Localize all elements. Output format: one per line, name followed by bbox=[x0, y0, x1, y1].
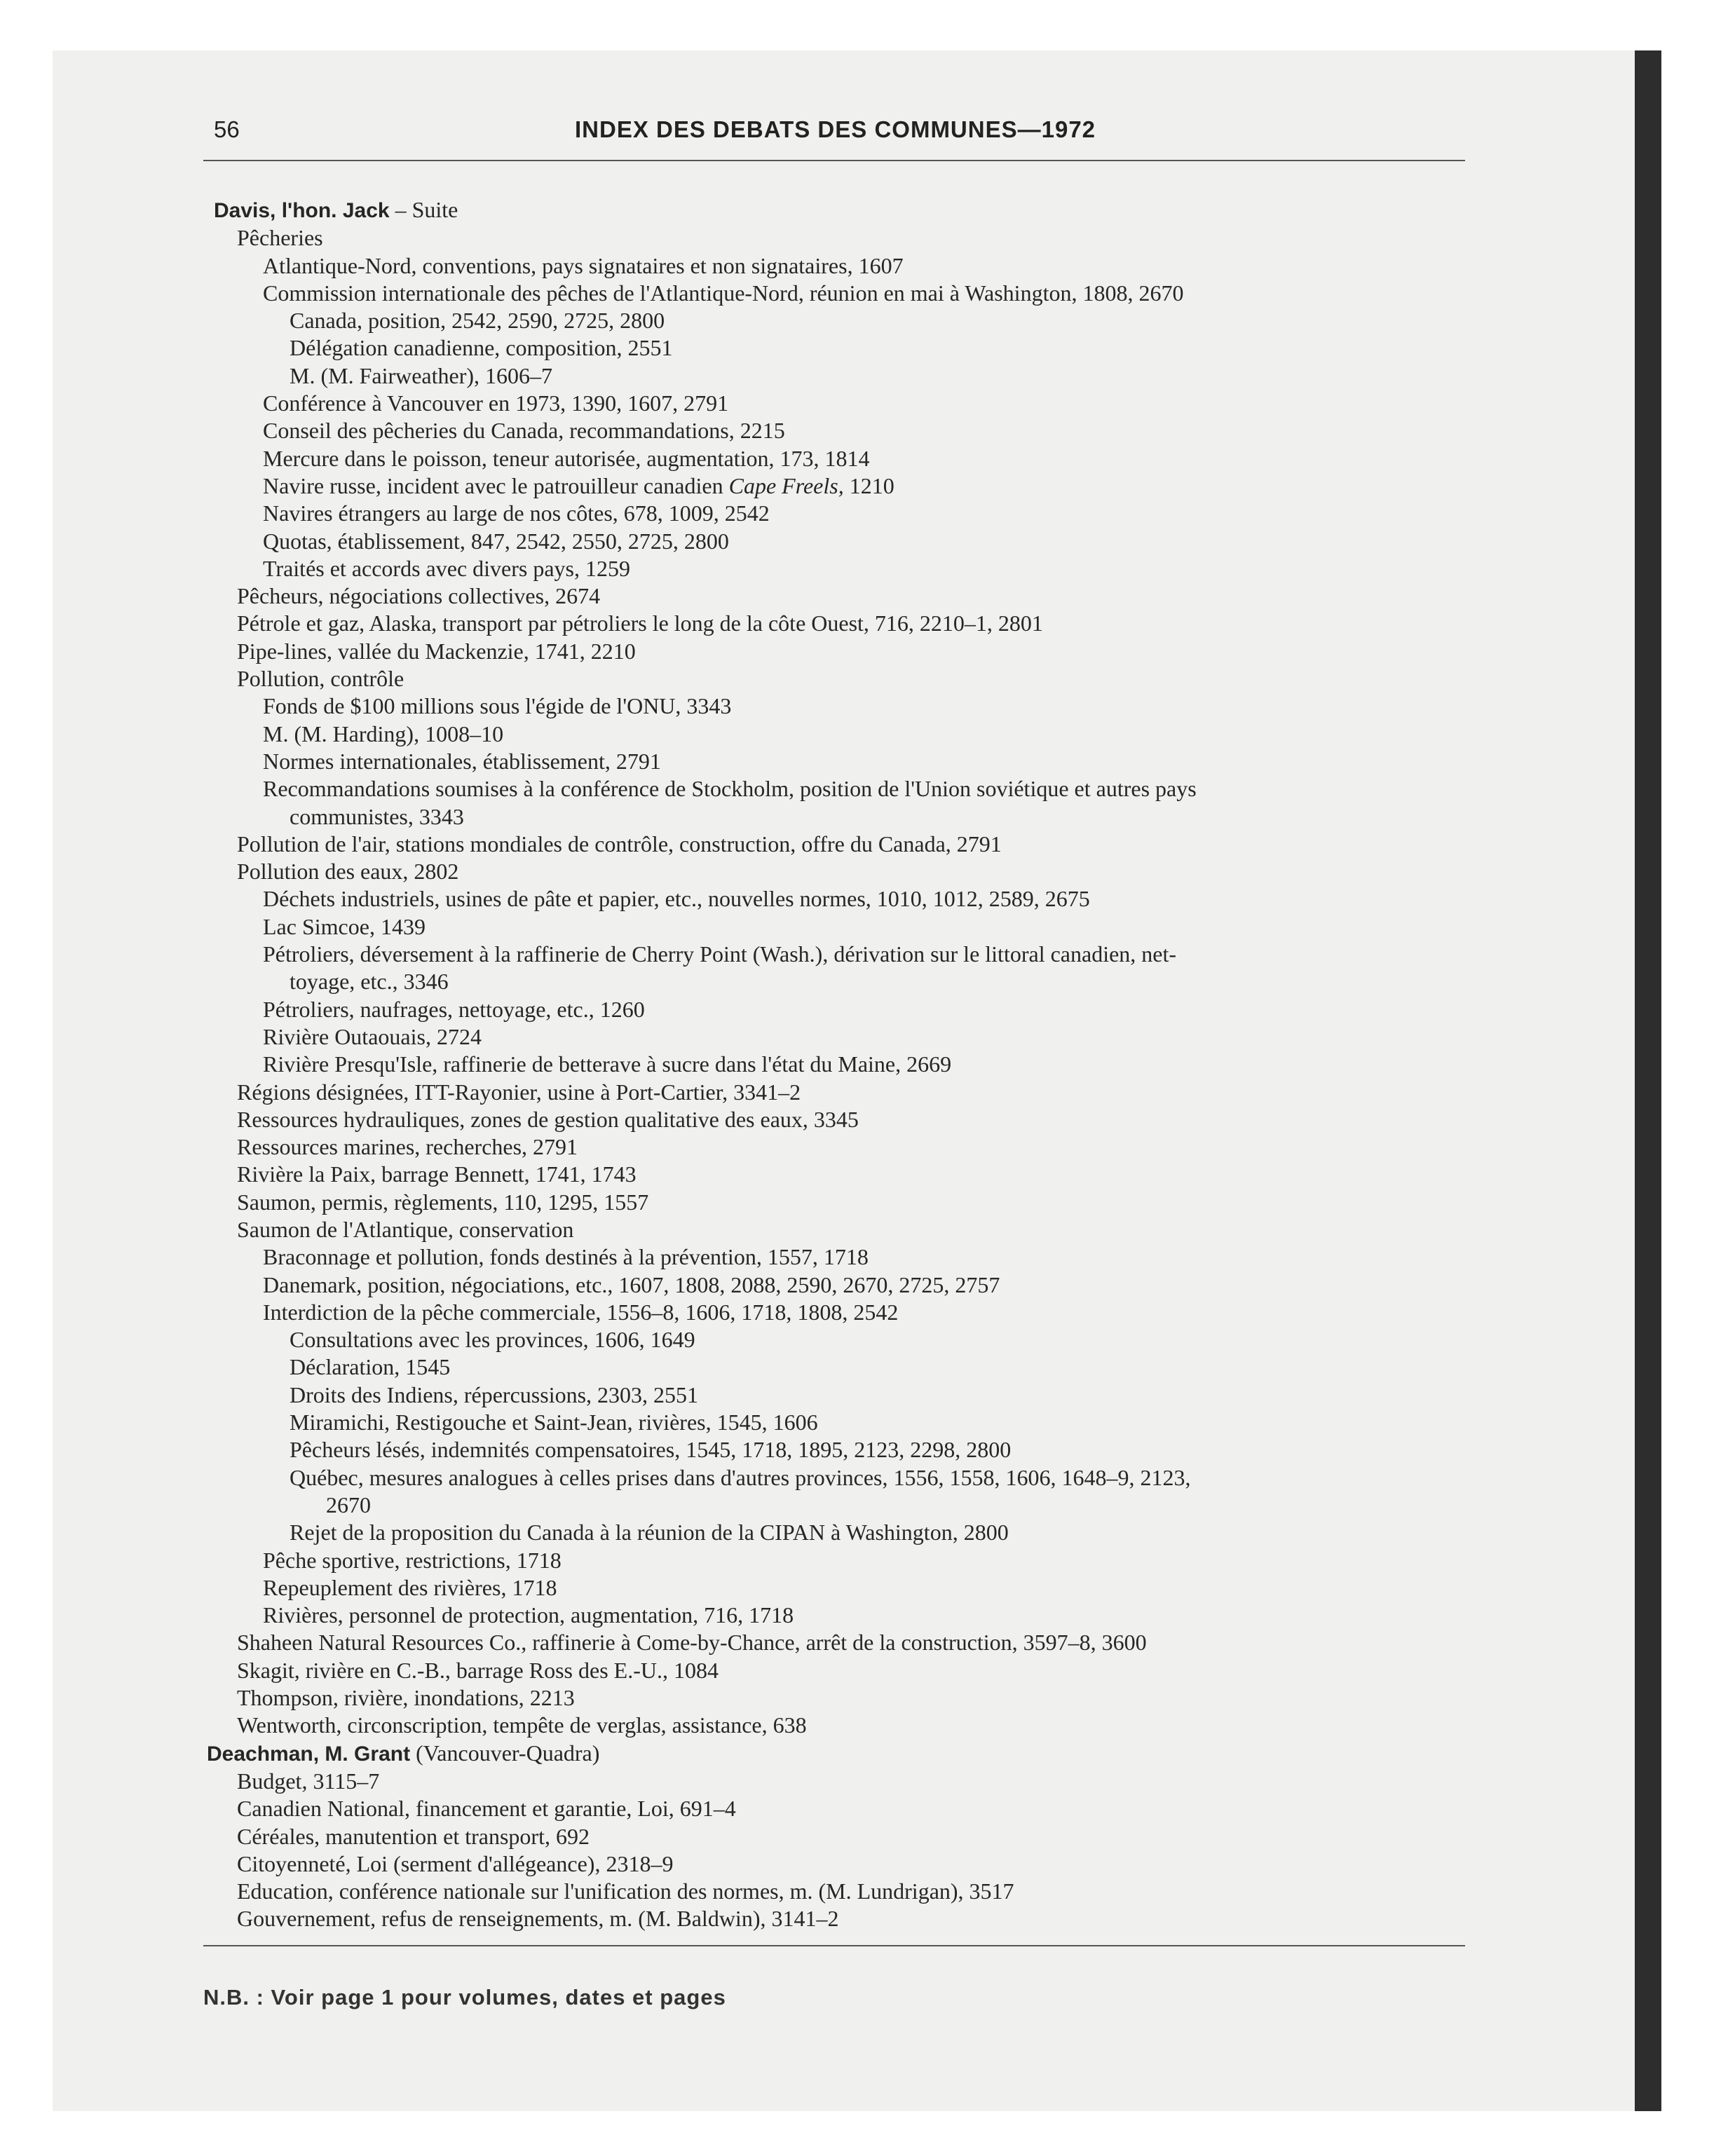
index-line: Pêcheurs, négociations collectives, 2674 bbox=[237, 583, 601, 609]
index-line: Navires étrangers au large de nos côtes, 678, 1009, 2542 bbox=[263, 500, 770, 526]
index-line: Canada, position, 2542, 2590, 2725, 2800 bbox=[290, 308, 665, 334]
page-number: 56 bbox=[214, 116, 240, 142]
index-line: Rivières, personnel de protection, augmentation, 716, 1718 bbox=[263, 1602, 794, 1628]
index-heading-davis bbox=[214, 196, 1462, 224]
index-line: Pêcheries bbox=[237, 225, 323, 251]
index-line: M. (M. Fairweather), 1606–7 bbox=[290, 362, 553, 388]
index-line: Commission internationale des pêches de l'Atlantique-Nord, réunion en mai à Washington, 1808, 2670 bbox=[263, 280, 1184, 306]
index-line: Quotas, établissement, 847, 2542, 2550, 2725, 2800 bbox=[263, 528, 729, 554]
index-line: Rivière Presqu'Isle, raffinerie de betterave à sucre dans l'état du Maine, 2669 bbox=[263, 1051, 952, 1077]
index-line: Gouvernement, refus de renseignements, m. (M. Baldwin), 3141–2 bbox=[237, 1906, 839, 1932]
index-text: Navire russe, incident avec le patrouilleur canadien bbox=[263, 472, 729, 498]
index-line: Rivière Outaouais, 2724 bbox=[263, 1023, 482, 1049]
index-line: Québec, mesures analogues à celles prises dans d'autres provinces, 1556, 1558, 1606, 1648–9, 2123, bbox=[290, 1464, 1191, 1490]
index-line: Traités et accords avec divers pays, 1259 bbox=[263, 555, 630, 581]
index-entries bbox=[207, 196, 1462, 1933]
index-line-continuation: toyage, etc., 3346 bbox=[290, 969, 449, 995]
footer-note: N.B. : Voir page 1 pour volumes, dates et pages bbox=[203, 1985, 726, 2010]
index-line: Régions désignées, ITT-Rayonier, usine à Port-Cartier, 3341–2 bbox=[237, 1079, 801, 1105]
index-line: Miramichi, Restigouche et Saint-Jean, rivières, 1545, 1606 bbox=[290, 1410, 818, 1435]
index-line: Déchets industriels, usines de pâte et papier, etc., nouvelles normes, 1010, 1012, 2589, 2675 bbox=[263, 886, 1090, 912]
index-line: Rivière la Paix, barrage Bennett, 1741, 1743 bbox=[237, 1161, 637, 1187]
index-line: Interdiction de la pêche commerciale, 1556–8, 1606, 1718, 1808, 2542 bbox=[263, 1299, 899, 1325]
header-rule bbox=[203, 160, 1465, 161]
index-line: Wentworth, circonscription, tempête de verglas, assistance, 638 bbox=[237, 1712, 807, 1738]
index-line: Atlantique-Nord, conventions, pays signataires et non signataires, 1607 bbox=[263, 252, 904, 278]
index-line: Braconnage et pollution, fonds destinés à la prévention, 1557, 1718 bbox=[263, 1244, 869, 1270]
index-line: Pétroliers, naufrages, nettoyage, etc., 1260 bbox=[263, 996, 645, 1022]
index-line bbox=[263, 472, 1462, 500]
index-heading-deachman bbox=[207, 1740, 1462, 1768]
index-pages: 1210 bbox=[843, 472, 894, 498]
index-line: Ressources marines, recherches, 2791 bbox=[237, 1134, 578, 1160]
index-line: Pêcheurs lésés, indemnités compensatoires, 1545, 1718, 1895, 2123, 2298, 2800 bbox=[290, 1437, 1012, 1463]
index-line: Ressources hydrauliques, zones de gestion qualitative des eaux, 3345 bbox=[237, 1106, 859, 1132]
index-line: Normes internationales, établissement, 2791 bbox=[263, 748, 661, 774]
index-line: Pétroliers, déversement à la raffinerie de Cherry Point (Wash.), dérivation sur le littoral canadien, net- bbox=[263, 941, 1177, 967]
index-line: Consultations avec les provinces, 1606, 1649 bbox=[290, 1327, 695, 1353]
member-name: Deachman, M. Grant bbox=[207, 1742, 411, 1766]
index-line: Délégation canadienne, composition, 2551 bbox=[290, 335, 673, 361]
index-line-continuation: communistes, 3343 bbox=[290, 803, 464, 829]
index-line: Canadien National, financement et garantie, Loi, 691–4 bbox=[237, 1796, 736, 1822]
index-line-continuation: 2670 bbox=[326, 1492, 371, 1517]
page-title: INDEX DES DEBATS DES COMMUNES—1972 bbox=[575, 116, 1096, 142]
index-line: Shaheen Natural Resources Co., raffinerie à Come-by-Chance, arrêt de la construction, 3597–8, 3600 bbox=[237, 1630, 1147, 1656]
member-name: Davis, l'hon. Jack bbox=[214, 199, 390, 222]
index-line: Pipe-lines, vallée du Mackenzie, 1741, 2210 bbox=[237, 638, 636, 664]
index-line: Thompson, rivière, inondations, 2213 bbox=[237, 1685, 575, 1711]
index-line: Danemark, position, négociations, etc., 1607, 1808, 2088, 2590, 2670, 2725, 2757 bbox=[263, 1271, 1000, 1297]
index-line: Saumon de l'Atlantique, conservation bbox=[237, 1216, 574, 1242]
index-line: Saumon, permis, règlements, 110, 1295, 1557 bbox=[237, 1189, 649, 1215]
index-line: Pollution de l'air, stations mondiales de contrôle, construction, offre du Canada, 2791 bbox=[237, 831, 1002, 857]
index-line: Repeuplement des rivières, 1718 bbox=[263, 1574, 557, 1600]
index-line: Recommandations soumises à la conférence de Stockholm, position de l'Union soviétique et autres pays bbox=[263, 776, 1197, 802]
index-line: Pollution des eaux, 2802 bbox=[237, 859, 459, 885]
index-line: Mercure dans le poisson, teneur autorisée, augmentation, 173, 1814 bbox=[263, 445, 870, 471]
index-line: Déclaration, 1545 bbox=[290, 1354, 451, 1380]
footer-rule bbox=[203, 1945, 1465, 1946]
index-line: Pollution, contrôle bbox=[237, 666, 404, 692]
index-line: Skagit, rivière en C.-B., barrage Ross des E.-U., 1084 bbox=[237, 1657, 719, 1683]
index-line: Pêche sportive, restrictions, 1718 bbox=[263, 1547, 562, 1573]
index-line: Droits des Indiens, répercussions, 2303, 2551 bbox=[290, 1381, 699, 1407]
index-line: Rejet de la proposition du Canada à la réunion de la CIPAN à Washington, 2800 bbox=[290, 1520, 1009, 1546]
index-line: Conférence à Vancouver en 1973, 1390, 1607, 2791 bbox=[263, 390, 729, 416]
index-line: Conseil des pêcheries du Canada, recommandations, 2215 bbox=[263, 418, 785, 444]
index-line: M. (M. Harding), 1008–10 bbox=[263, 721, 504, 746]
index-line: Pétrole et gaz, Alaska, transport par pétroliers le long de la côte Ouest, 716, 2210–1, 2801 bbox=[237, 610, 1043, 636]
ship-name: Cape Freels, bbox=[728, 472, 844, 498]
index-line: Céréales, manutention et transport, 692 bbox=[237, 1823, 590, 1849]
index-line: Lac Simcoe, 1439 bbox=[263, 913, 426, 939]
index-line: Citoyenneté, Loi (serment d'allégeance), 2318–9 bbox=[237, 1850, 674, 1876]
index-line: Education, conférence nationale sur l'unification des normes, m. (M. Lundrigan), 3517 bbox=[237, 1878, 1014, 1904]
index-line: Budget, 3115–7 bbox=[237, 1768, 380, 1794]
index-line: Fonds de $100 millions sous l'égide de l'ONU, 3343 bbox=[263, 693, 732, 719]
riding-label: (Vancouver-Quadra) bbox=[410, 1740, 600, 1766]
scan-edge-shadow bbox=[1635, 50, 1661, 2111]
suite-label: – Suite bbox=[389, 197, 458, 222]
